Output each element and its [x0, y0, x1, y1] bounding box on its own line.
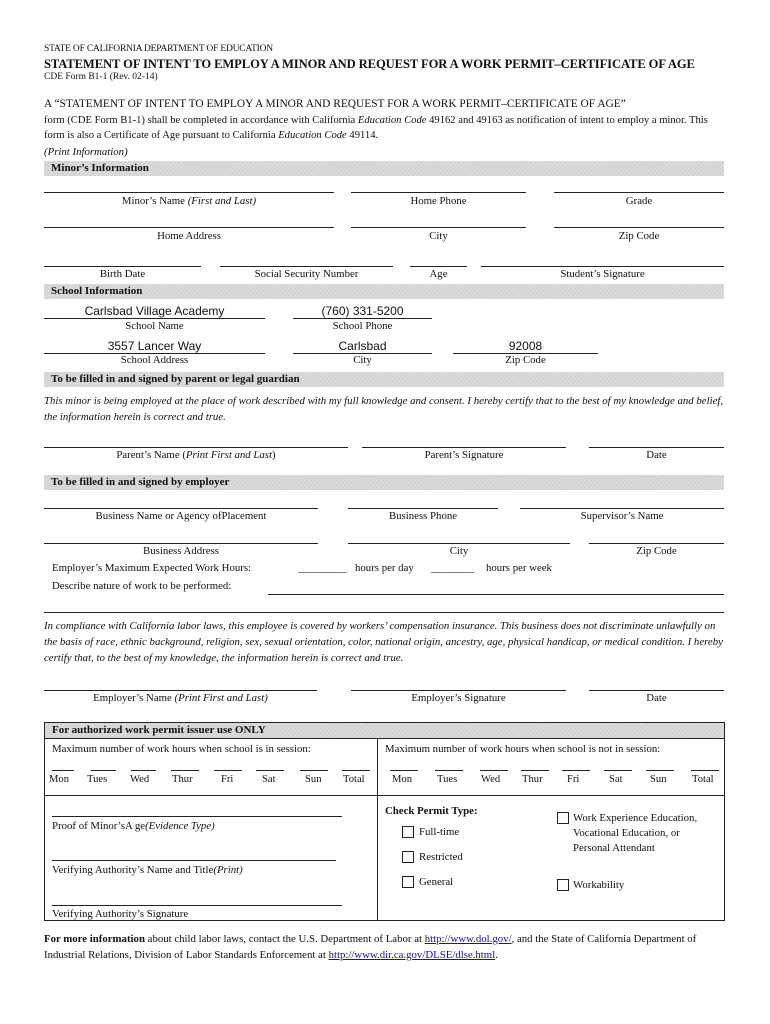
parent-date-line[interactable]	[589, 447, 724, 448]
in-session-label: Maximum number of work hours when school is in session:	[52, 743, 311, 755]
in-session-day-sat: Sat	[262, 774, 276, 785]
parent-signature-line[interactable]	[362, 447, 566, 448]
proof-of-age-label-text: Proof of Minor’sA ge	[52, 820, 146, 832]
nature-of-work-label: Describe nature of work to be performed:	[52, 580, 232, 592]
not-in-session-total-line[interactable]	[691, 770, 719, 771]
school-city-value[interactable]: Carlsbad	[338, 339, 387, 353]
home-address-line[interactable]	[44, 227, 334, 228]
hours-per-day-input[interactable]: _________	[298, 562, 347, 574]
not-in-session-day-mon: Mon	[392, 774, 413, 785]
not-in-session-thur-line[interactable]	[521, 770, 549, 771]
verifier-name-label	[52, 864, 243, 876]
not-in-session-day-tues: Tues	[437, 774, 458, 785]
intro-text-c: 49114.	[346, 130, 379, 141]
print-info-note: (Print Information)	[44, 146, 128, 158]
footer-info	[44, 931, 734, 963]
full-time-label: Full-time	[419, 826, 460, 838]
intro-text-a: form (CDE Form B1-1) shall be completed in accordance with California	[44, 115, 358, 126]
in-session-day-mon: Mon	[49, 774, 70, 785]
in-session-sat-line[interactable]	[256, 770, 284, 771]
business-name-line[interactable]	[44, 508, 318, 509]
school-zip-value[interactable]: 92008	[508, 339, 543, 353]
employer-name-label-hint: (Print First and Last)	[174, 692, 268, 704]
school-phone-line	[293, 318, 432, 319]
business-zip-line[interactable]	[589, 543, 724, 544]
in-session-mon-line[interactable]	[52, 770, 74, 771]
not-in-session-day-thur: Thur	[522, 774, 543, 785]
section-school-info: School Information	[44, 284, 724, 299]
school-zip-label: Zip Code	[505, 354, 546, 366]
supervisor-line[interactable]	[520, 508, 724, 509]
business-address-label: Business Address	[143, 545, 219, 557]
business-phone-label: Business Phone	[388, 510, 458, 522]
grade-label: Grade	[625, 195, 653, 207]
business-city-label: City	[449, 545, 469, 557]
ssn-label: Social Security Number	[254, 268, 359, 280]
section-issuer: For authorized work permit issuer use ONLY	[45, 723, 724, 738]
general-label: General	[419, 876, 454, 888]
not-in-session-day-sun: Sun	[650, 774, 667, 785]
form-id: CDE Form B1-1 (Rev. 02-14)	[44, 72, 158, 82]
in-session-day-total: Total	[343, 774, 365, 785]
supervisor-label: Supervisor’s Name	[580, 510, 664, 522]
in-session-day-wed: Wed	[130, 774, 150, 785]
dol-link[interactable]: http://www.dol.gov/	[424, 933, 512, 945]
business-zip-label: Zip Code	[636, 545, 677, 557]
in-session-wed-line[interactable]	[131, 770, 156, 771]
dlse-link[interactable]: http://www.dir.ca.gov/DLSE/dlse.html	[328, 949, 496, 961]
minor-name-line[interactable]	[44, 192, 334, 193]
not-in-session-day-sat: Sat	[609, 774, 623, 785]
employer-date-line[interactable]	[589, 690, 724, 691]
in-session-tues-line[interactable]	[91, 770, 116, 771]
school-name-label: School Name	[125, 320, 184, 332]
age-label: Age	[429, 268, 448, 280]
footer-text-b: , and the State of California Department of Industrial Relations, Division of Labor Standards Enforcement at	[44, 933, 697, 961]
school-phone-label: School Phone	[332, 320, 393, 332]
home-zip-label: Zip Code	[618, 230, 660, 242]
parent-name-label	[44, 449, 348, 461]
verifier-signature-line[interactable]	[52, 905, 342, 906]
minor-name-label	[44, 195, 334, 207]
hours-per-day-label: hours per day	[355, 562, 414, 574]
in-session-fri-line[interactable]	[214, 770, 242, 771]
student-signature-line[interactable]	[481, 266, 724, 267]
home-phone-label: Home Phone	[410, 195, 467, 207]
employer-name-line[interactable]	[44, 690, 317, 691]
parent-signature-label: Parent’s Signature	[424, 449, 504, 461]
verifier-signature-label: Verifying Authority’s Signature	[52, 908, 189, 920]
business-phone-line[interactable]	[348, 508, 498, 509]
max-hours-label: Employer’s Maximum Expected Work Hours:	[52, 562, 252, 574]
nature-of-work-line-1[interactable]	[268, 594, 724, 595]
general-checkbox[interactable]	[402, 876, 414, 888]
home-city-line[interactable]	[351, 227, 526, 228]
ssn-line[interactable]	[220, 266, 393, 267]
not-in-session-wed-line[interactable]	[480, 770, 508, 771]
home-zip-line[interactable]	[554, 227, 724, 228]
minor-name-label-text: Minor’s Name	[121, 195, 188, 207]
in-session-total-line[interactable]	[342, 770, 370, 771]
not-in-session-sun-line[interactable]	[646, 770, 674, 771]
not-in-session-tues-line[interactable]	[435, 770, 463, 771]
home-city-label: City	[429, 230, 448, 242]
in-session-day-tues: Tues	[87, 774, 108, 785]
employer-name-label-text: Employer’s Name	[93, 692, 175, 704]
footer-bold: For more information	[44, 933, 145, 945]
intro-body	[44, 113, 728, 143]
footer-text-c: .	[495, 949, 498, 961]
employer-date-label: Date	[646, 692, 667, 704]
work-experience-label: Work Experience Education, Vocational Education, or Personal Attendant	[573, 812, 698, 854]
not-in-session-label: Maximum number of work hours when school is not in session:	[385, 743, 661, 755]
school-phone-value[interactable]: (760) 331-5200	[321, 304, 404, 318]
parent-consent-statement: This minor is being employed at the place of work described with my full knowledge and consent. I hereby certify that to the best of my knowledge and belief, the information herein is correct and true.	[44, 395, 724, 423]
workability-label: Workability	[573, 879, 625, 891]
student-signature-label: Student’s Signature	[560, 268, 645, 280]
intro-code-2: Education Code	[278, 130, 347, 141]
age-line[interactable]	[410, 266, 467, 267]
business-city-line[interactable]	[348, 543, 570, 544]
grade-line[interactable]	[554, 192, 724, 193]
school-name-value[interactable]: Carlsbad Village Academy	[84, 304, 225, 318]
issuer-vertical-divider	[377, 739, 378, 921]
in-session-day-sun: Sun	[305, 774, 322, 785]
not-in-session-day-wed: Wed	[481, 774, 501, 785]
school-address-value[interactable]: 3557 Lancer Way	[107, 339, 202, 353]
minor-name-label-hint: (First and Last)	[187, 195, 257, 207]
intro-heading: A “STATEMENT OF INTENT TO EMPLOY A MINOR AND REQUEST FOR A WORK PERMIT–CERTIFICATE OF AGE”	[44, 98, 626, 110]
employer-name-label	[44, 692, 317, 704]
section-parent: To be filled in and signed by parent or legal guardian	[44, 372, 724, 387]
parent-date-label: Date	[646, 449, 667, 461]
in-session-day-fri: Fri	[221, 774, 234, 785]
proof-of-age-label	[52, 820, 215, 832]
verifier-name-line[interactable]	[52, 860, 336, 861]
not-in-session-mon-line[interactable]	[390, 770, 418, 771]
employer-signature-label: Employer’s Signature	[411, 692, 506, 704]
not-in-session-day-total: Total	[692, 774, 714, 785]
intro-text-b: 49162 and 49163 as notification of intent to employ a minor. This form is also a Certificate of Age pursuant to California	[44, 115, 708, 141]
school-address-label: School Address	[120, 354, 189, 366]
form-title: STATEMENT OF INTENT TO EMPLOY A MINOR AND REQUEST FOR A WORK PERMIT–CERTIFICATE OF AGE	[44, 57, 695, 71]
footer-text-a: about child labor laws, contact the U.S. Department of Labor at	[144, 933, 425, 945]
full-time-checkbox[interactable]	[402, 826, 414, 838]
proof-of-age-line[interactable]	[52, 816, 342, 817]
in-session-day-thur: Thur	[172, 774, 193, 785]
section-employer: To be filled in and signed by employer	[44, 475, 724, 490]
in-session-thur-line[interactable]	[171, 770, 199, 771]
intro-code-1: Education Code	[357, 115, 427, 126]
parent-name-label-hint: Print First and Last	[185, 449, 273, 461]
in-session-sun-line[interactable]	[300, 770, 328, 771]
hours-per-week-label: hours per week	[486, 562, 552, 574]
school-city-label: City	[353, 354, 372, 366]
check-permit-type-title: Check Permit Type:	[385, 805, 478, 817]
compliance-statement: In compliance with California labor laws, this employee is covered by workers’ compensation insurance. This business does not discriminate unlawfully on the basis of race, ethnic background, religion, sex, sexual orientation, color, national origin, ancestry, age, physical handicap, or medical condition. I hereby certify that, to the best of my knowledge, the information herein is correct and true.	[44, 620, 723, 664]
verifier-name-label-hint: (Print)	[213, 864, 243, 876]
parent-name-label-c: )	[272, 449, 276, 461]
not-in-session-day-fri: Fri	[567, 774, 580, 785]
business-name-label: Business Name or Agency ofPlacement	[95, 510, 267, 522]
home-phone-line[interactable]	[351, 192, 526, 193]
nature-of-work-line-2[interactable]	[44, 612, 724, 613]
school-name-line	[44, 318, 265, 319]
verifier-name-label-text: Verifying Authority’s Name and Title	[52, 864, 214, 876]
birth-date-label: Birth Date	[99, 268, 146, 280]
section-minor-info: Minor’s Information	[44, 161, 724, 176]
restricted-label: Restricted	[419, 851, 463, 863]
department-name: STATE OF CALIFORNIA DEPARTMENT OF EDUCATION	[44, 44, 273, 54]
work-experience-checkbox[interactable]	[557, 812, 569, 824]
parent-name-line[interactable]	[44, 447, 348, 448]
employer-signature-line[interactable]	[351, 690, 566, 691]
business-address-line[interactable]	[44, 543, 318, 544]
proof-of-age-label-hint: (Evidence Type)	[145, 820, 215, 832]
home-address-label: Home Address	[157, 230, 221, 242]
not-in-session-fri-line[interactable]	[562, 770, 590, 771]
issuer-header-divider	[45, 738, 724, 739]
not-in-session-sat-line[interactable]	[604, 770, 632, 771]
workability-checkbox[interactable]	[557, 879, 569, 891]
parent-name-label-a: Parent’s Name (	[116, 449, 186, 461]
restricted-checkbox[interactable]	[402, 851, 414, 863]
birth-date-line[interactable]	[44, 266, 201, 267]
hours-per-week-input[interactable]: ________	[431, 562, 475, 574]
issuer-hours-divider	[45, 795, 724, 796]
